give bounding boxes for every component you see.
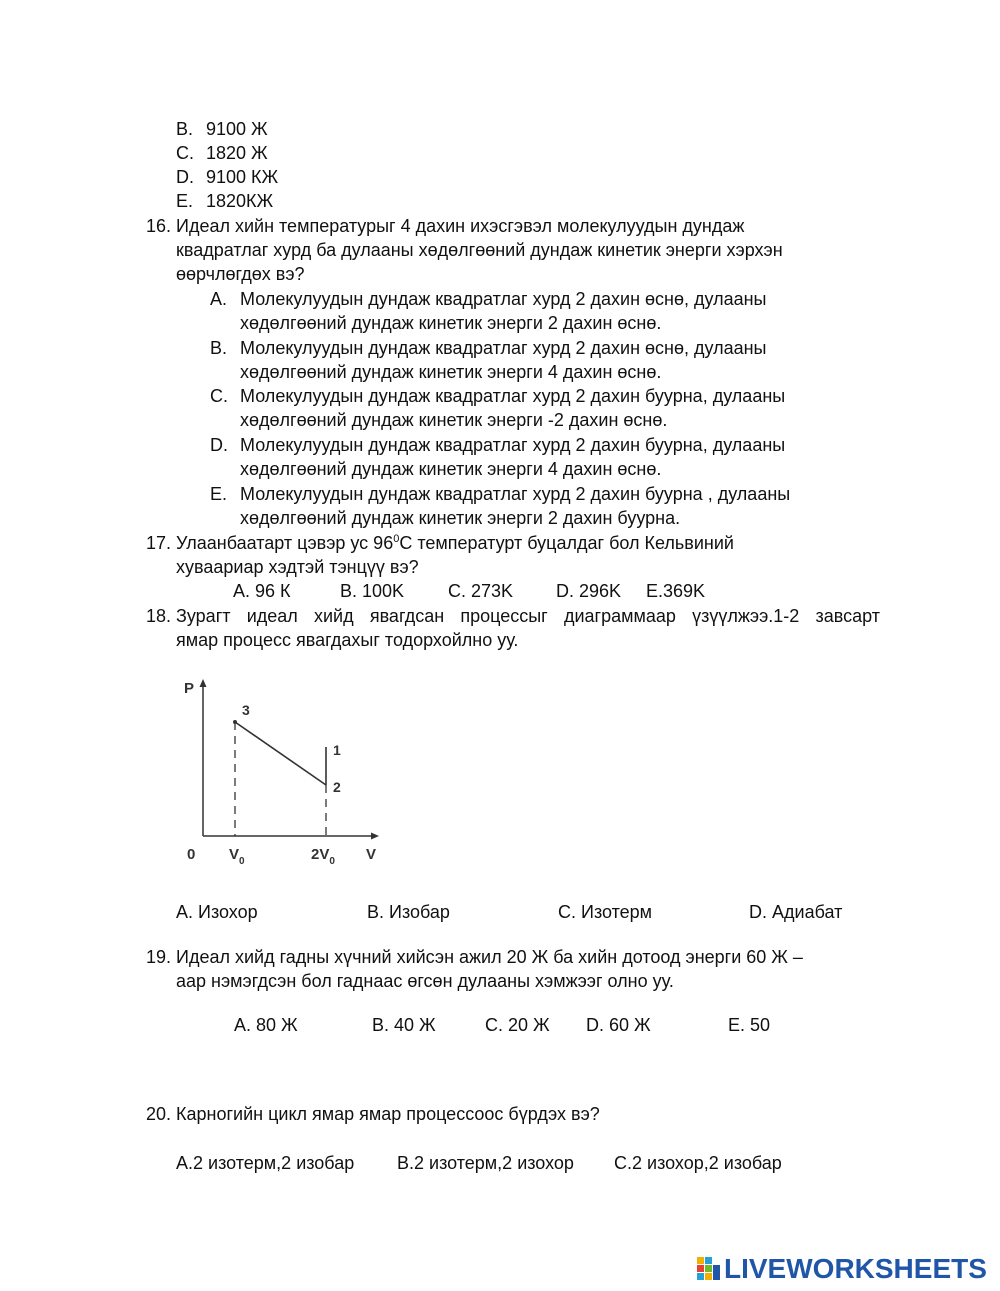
q16-option-a-line2: хөдөлгөөний дундаж кинетик энерги 2 дахин өснө.: [240, 313, 662, 333]
q20-text-line1: Карногийн цикл ямар ямар процессоос бүрдэх вэ?: [176, 1104, 600, 1124]
q16-option-d-line2: хөдөлгөөний дундаж кинетик энерги 4 дахин өснө.: [240, 459, 662, 479]
q20-answer-a[interactable]: A.2 изотерм,2 изобар: [176, 1153, 355, 1173]
q19-answer-d[interactable]: D. 60 Ж: [586, 1015, 651, 1035]
q17-answer-d[interactable]: D. 296K: [556, 581, 622, 601]
q16-text-line3: өөрчлөгдөх вэ?: [176, 264, 305, 284]
logo-text: LIVEWORKSHEETS: [724, 1253, 987, 1284]
q18-text-line2: ямар процесс явагдахыг тодорхойлно уу.: [176, 630, 519, 650]
q16-text-line1: Идеал хийн температурыг 4 дахин ихэсгэвэл молекулуудын дундаж: [176, 216, 745, 236]
q16-option-b-line2: хөдөлгөөний дундаж кинетик энерги 4 дахин өснө.: [240, 362, 662, 382]
point-3-dot: [233, 720, 237, 724]
q17-answer-a[interactable]: A. 96 К: [233, 581, 291, 601]
q19-answer-a[interactable]: A. 80 Ж: [234, 1015, 298, 1035]
q19-answer-e[interactable]: E. 50: [728, 1015, 771, 1035]
q16-option-c-line1: Молекулуудын дундаж квадратлаг хурд 2 дахин буурна, дулааны: [240, 386, 786, 406]
q17-text-line2: хуваариар хэдтэй тэнцүү вэ?: [176, 557, 419, 577]
point-1-label: 1: [333, 742, 341, 758]
q15-option-e: E. 1820КЖ: [176, 191, 274, 211]
liveworksheets-logo: [696, 1254, 992, 1284]
v0-sub: 0: [239, 856, 245, 867]
2v0-tick-label: [311, 846, 335, 867]
q16-option-e-line1: Молекулуудын дундаж квадратлаг хурд 2 дахин буурна , дулааны: [240, 484, 791, 504]
q18-answer-c[interactable]: C. Изотерм: [558, 902, 653, 922]
v-axis-label: V: [366, 846, 377, 863]
p-axis-label: P: [184, 680, 195, 697]
q17-text-line1: Улаанбаатарт цэвэр ус $96^0С$ температурт буцалдаг бол Кельвиний: [176, 533, 734, 553]
q20-answer-b[interactable]: B.2 изотерм,2 изохор: [397, 1153, 574, 1173]
v0-tick-label: [229, 846, 245, 867]
q19-answer-c[interactable]: C. 20 Ж: [485, 1015, 550, 1035]
q19-number: 19.: [146, 947, 172, 967]
2v0-main: 2V: [311, 846, 330, 863]
process-3-2: [235, 722, 326, 785]
q19-answer-b[interactable]: B. 40 Ж: [372, 1015, 436, 1035]
q16-option-c-letter: C.: [210, 386, 228, 406]
q16-number: 16.: [146, 216, 172, 236]
q16-option-e-line2: хөдөлгөөний дундаж кинетик энерги 2 дахин буурна.: [240, 508, 681, 528]
p-axis-arrow: [200, 679, 207, 687]
q16-option-a-line1: Молекулуудын дундаж квадратлаг хурд 2 дахин өснө, дулааны: [240, 289, 767, 309]
q19-text-line1: Идеал хийд гадны хүчний хийсэн ажил 20 Ж ба хийн дотоод энерги 60 Ж –: [176, 947, 803, 967]
q18-answer-d[interactable]: D. Адиабат: [749, 902, 843, 922]
2v0-sub: 0: [329, 856, 335, 867]
origin-label: 0: [187, 846, 196, 863]
q17-answer-c[interactable]: C. 273K: [448, 581, 514, 601]
q17-answer-b[interactable]: B. 100K: [340, 581, 405, 601]
q16-option-d-letter: D.: [210, 435, 228, 455]
q15-option-c: C. 1820 Ж: [176, 143, 268, 163]
q16-option-b-letter: B.: [210, 338, 228, 358]
q16-option-c-line2: хөдөлгөөний дундаж кинетик энерги -2 дахин өснө.: [240, 410, 668, 430]
pv-diagram: [180, 675, 395, 875]
q15-option-b: B. 9100 Ж: [176, 119, 268, 139]
q18-answer-a[interactable]: A. Изохор: [176, 902, 258, 922]
q16-text-line2: квадратлаг хурд ба дулааны хөдөлгөөний дундаж кинетик энерги хэрхэн: [176, 240, 783, 260]
v0-main: V: [229, 846, 240, 863]
q18-number: 18.: [146, 606, 172, 626]
q19-text-line2: аар нэмэгдсэн бол гаднаас өгсөн дулааны хэмжээг олно уу.: [176, 971, 674, 991]
q16-option-d-line1: Молекулуудын дундаж квадратлаг хурд 2 дахин буурна, дулааны: [240, 435, 786, 455]
q16-option-b-line1: Молекулуудын дундаж квадратлаг хурд 2 дахин өснө, дулааны: [240, 338, 767, 358]
q16-option-e-letter: E.: [210, 484, 228, 504]
q17-number: 17.: [146, 533, 172, 553]
q20-answer-c[interactable]: C.2 изохор,2 изобар: [614, 1153, 782, 1173]
point-3-label: 3: [242, 702, 250, 718]
logo-mark-icon: [696, 1254, 722, 1284]
v-axis-arrow: [371, 833, 379, 840]
q18-answer-b[interactable]: B. Изобар: [367, 902, 450, 922]
q16-option-a-letter: A.: [210, 289, 228, 309]
q18-text-line1: Зурагт идеал хийд явагдсан процессыг диаграммаар үзүүлжээ.1-2 завсарт: [176, 606, 880, 626]
q17-answer-e[interactable]: E.369K: [646, 581, 706, 601]
q15-option-d: D. 9100 КЖ: [176, 167, 279, 187]
q20-number: 20.: [146, 1104, 172, 1124]
point-2-label: 2: [333, 779, 341, 795]
